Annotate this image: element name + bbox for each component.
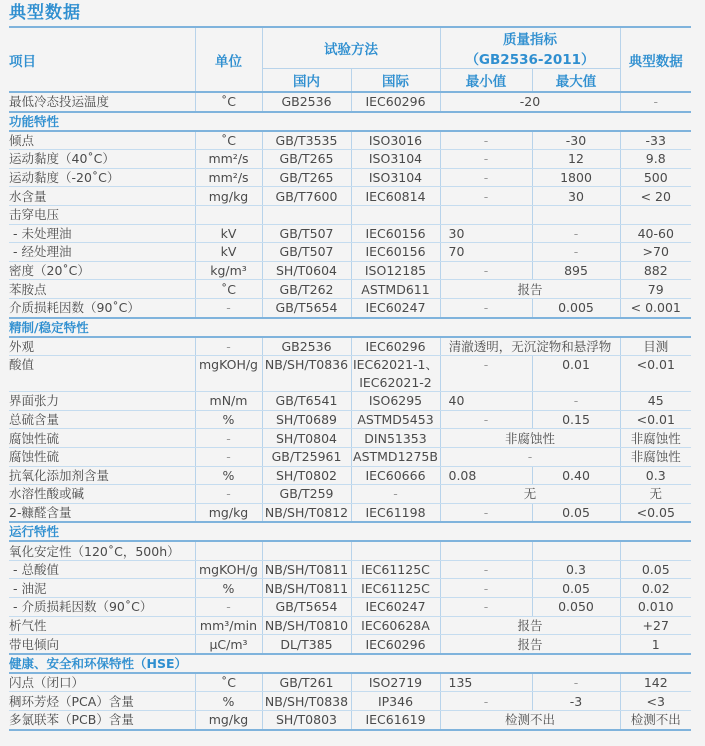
- table-row: [9, 168, 691, 187]
- cell-domestic: GB/T507: [262, 243, 351, 262]
- cell-typical: [620, 205, 691, 224]
- table-row: [9, 187, 691, 206]
- cell-intl: -: [351, 485, 440, 504]
- cell-typical: <0.01: [620, 356, 691, 392]
- cell-max: 0.05: [532, 579, 620, 598]
- cell-max: -: [532, 224, 620, 243]
- section-title: 运行特性: [9, 522, 691, 541]
- cell-minmax: 报告: [440, 635, 620, 654]
- cell-unit: mm³/min: [195, 616, 262, 635]
- cell-unit: ˚C: [195, 280, 262, 299]
- cell-max: 0.40: [532, 466, 620, 485]
- cell-max: 0.01: [532, 356, 620, 392]
- cell-typical: < 0.001: [620, 298, 691, 317]
- cell-item: 氧化安定性（120˚C，500h）: [9, 541, 195, 560]
- cell-item: 最低冷态投运温度: [9, 92, 195, 112]
- cell-item: 腐蚀性硫: [9, 429, 195, 448]
- quality-spec-line2: （GB2536-2011）: [465, 52, 595, 68]
- cell-typical: +27: [620, 616, 691, 635]
- cell-domestic: GB/T6541: [262, 392, 351, 411]
- cell-item: 抗氧化添加剂含量: [9, 466, 195, 485]
- table-row: [9, 598, 691, 617]
- cell-item: 稠环芳烃（PCA）含量: [9, 692, 195, 711]
- cell-item: - 经处理油: [9, 243, 195, 262]
- header-typical: 典型数据: [620, 27, 691, 92]
- cell-domestic: NB/SH/T0811: [262, 560, 351, 579]
- cell-domestic: SH/T0802: [262, 466, 351, 485]
- cell-min: -: [440, 410, 532, 429]
- cell-unit: -: [195, 485, 262, 504]
- table-row: [9, 261, 691, 280]
- cell-domestic: GB/T7600: [262, 187, 351, 206]
- cell-domestic: GB/T507: [262, 224, 351, 243]
- cell-min: -: [440, 261, 532, 280]
- section-header: [9, 318, 691, 337]
- table-row: [9, 92, 691, 112]
- cell-minmax: 非腐蚀性: [440, 429, 620, 448]
- cell-item: 苯胺点: [9, 280, 195, 299]
- cell-intl: IEC62021-1、IEC62021-2: [352, 357, 439, 390]
- cell-typical: <0.05: [620, 503, 691, 522]
- cell-minmax: 报告: [440, 616, 620, 635]
- cell-intl: IEC60156: [351, 243, 440, 262]
- cell-unit: μC/m³: [195, 635, 262, 654]
- table-row: [9, 429, 691, 448]
- cell-intl: IEC60247: [351, 598, 440, 617]
- table-row: [9, 150, 691, 169]
- cell-domestic: GB/T265: [262, 168, 351, 187]
- cell-item: 总硫含量: [9, 410, 195, 429]
- cell-typical: -: [620, 92, 691, 112]
- cell-max: 0.005: [532, 298, 620, 317]
- cell-domestic: GB/T5654: [262, 598, 351, 617]
- cell-intl: ASTMD611: [351, 280, 440, 299]
- cell-intl: ASTMD1275B: [351, 447, 440, 466]
- cell-item: 密度（20˚C）: [9, 261, 195, 280]
- cell-min: -: [440, 560, 532, 579]
- cell-intl: IEC60814: [351, 187, 440, 206]
- table-row: [9, 205, 691, 224]
- cell-typical: 0.05: [620, 560, 691, 579]
- cell-min: -: [440, 168, 532, 187]
- cell-item: 运动黏度（-20˚C）: [9, 168, 195, 187]
- cell-intl: IEC61125C: [351, 579, 440, 598]
- typical-data-table: [9, 26, 691, 731]
- cell-typical: 0.010: [620, 598, 691, 617]
- cell-max: [532, 205, 620, 224]
- cell-domestic: GB2536: [262, 92, 351, 112]
- cell-unit: -: [195, 598, 262, 617]
- cell-min: -: [440, 298, 532, 317]
- cell-typical: 非腐蚀性: [620, 447, 691, 466]
- cell-domestic: [262, 541, 351, 560]
- cell-intl: IEC60666: [351, 466, 440, 485]
- cell-max: 12: [532, 150, 620, 169]
- cell-minmax: 清澈透明，无沉淀物和悬浮物: [440, 337, 620, 356]
- cell-domestic: NB/SH/T0836: [262, 356, 351, 392]
- cell-unit: -: [195, 337, 262, 356]
- cell-max: 30: [532, 187, 620, 206]
- cell-typical: 非腐蚀性: [620, 429, 691, 448]
- table-row: [9, 466, 691, 485]
- cell-min: -: [440, 187, 532, 206]
- header-domestic: 国内: [262, 69, 351, 93]
- cell-unit: kV: [195, 243, 262, 262]
- cell-minmax: 报告: [440, 280, 620, 299]
- cell-min: 30: [440, 224, 532, 243]
- cell-max: 1800: [532, 168, 620, 187]
- cell-intl: IEC60296: [351, 92, 440, 112]
- cell-unit: [195, 205, 262, 224]
- cell-intl: ISO3104: [351, 150, 440, 169]
- cell-min: [440, 205, 532, 224]
- cell-max: 0.050: [532, 598, 620, 617]
- cell-max: 895: [532, 261, 620, 280]
- cell-unit: mgKOH/g: [195, 560, 262, 579]
- cell-intl: IP346: [351, 692, 440, 711]
- cell-unit: mg/kg: [195, 711, 262, 730]
- cell-unit: mm²/s: [195, 168, 262, 187]
- table-row: [9, 541, 691, 560]
- cell-typical: 0.3: [620, 466, 691, 485]
- cell-domestic: GB2536: [262, 337, 351, 356]
- cell-max: -: [532, 673, 620, 692]
- cell-typical: <0.01: [620, 410, 691, 429]
- cell-intl: ISO12185: [351, 261, 440, 280]
- header-item: 项目: [9, 27, 195, 92]
- cell-min: -: [440, 150, 532, 169]
- cell-unit: [195, 541, 262, 560]
- cell-item: 外观: [9, 337, 195, 356]
- table-row: [9, 485, 691, 504]
- cell-intl: IEC60156: [351, 224, 440, 243]
- cell-typical: 79: [620, 280, 691, 299]
- cell-intl: ISO3016: [351, 131, 440, 150]
- cell-domestic: GB/T25961: [262, 447, 351, 466]
- cell-minmax: 检测不出: [440, 711, 620, 730]
- cell-typical: 检测不出: [620, 711, 691, 730]
- cell-unit: mm²/s: [195, 150, 262, 169]
- table-row: [9, 356, 691, 392]
- cell-unit: mg/kg: [195, 503, 262, 522]
- typical-data-panel: [9, 0, 691, 731]
- cell-item: 倾点: [9, 131, 195, 150]
- table-row: [9, 280, 691, 299]
- table-row: [9, 298, 691, 317]
- cell-typical: 142: [620, 673, 691, 692]
- cell-domestic: GB/T259: [262, 485, 351, 504]
- cell-item: 闪点（闭口）: [9, 673, 195, 692]
- cell-min: -: [440, 131, 532, 150]
- cell-unit: %: [195, 692, 262, 711]
- quality-spec-line1: 质量指标: [503, 32, 557, 48]
- cell-item: 界面张力: [9, 392, 195, 411]
- cell-unit: %: [195, 410, 262, 429]
- cell-unit: mN/m: [195, 392, 262, 411]
- cell-min: 0.08: [440, 466, 532, 485]
- cell-intl: ISO3104: [351, 168, 440, 187]
- section-title: 健康、安全和环保特性（HSE）: [9, 654, 691, 673]
- table-row: [9, 243, 691, 262]
- cell-typical: [620, 541, 691, 560]
- cell-typical: < 20: [620, 187, 691, 206]
- cell-intl: ISO2719: [351, 673, 440, 692]
- cell-min: -: [440, 356, 532, 392]
- table-row: [9, 224, 691, 243]
- cell-domestic: SH/T0604: [262, 261, 351, 280]
- cell-domestic: DL/T385: [262, 635, 351, 654]
- cell-unit: -: [195, 447, 262, 466]
- cell-unit: ˚C: [195, 92, 262, 112]
- table-row: [9, 503, 691, 522]
- cell-item: - 未处理油: [9, 224, 195, 243]
- cell-unit: ˚C: [195, 673, 262, 692]
- cell-unit: -: [195, 429, 262, 448]
- table-row: [9, 635, 691, 654]
- cell-item: 带电倾向: [9, 635, 195, 654]
- cell-intl: [351, 541, 440, 560]
- header-unit: 单位: [195, 27, 262, 92]
- cell-min: -: [440, 579, 532, 598]
- table-row: [9, 131, 691, 150]
- cell-item: 2-糠醛含量: [9, 503, 195, 522]
- cell-domestic: NB/SH/T0812: [262, 503, 351, 522]
- cell-unit: -: [195, 298, 262, 317]
- cell-item: 击穿电压: [9, 205, 195, 224]
- table-row: [9, 337, 691, 356]
- cell-domestic: GB/T3535: [262, 131, 351, 150]
- cell-intl: IEC61198: [351, 503, 440, 522]
- cell-typical: 0.02: [620, 579, 691, 598]
- cell-item: 水溶性酸或碱: [9, 485, 195, 504]
- cell-domestic: GB/T262: [262, 280, 351, 299]
- cell-domestic: SH/T0803: [262, 711, 351, 730]
- cell-item: 运动黏度（40˚C）: [9, 150, 195, 169]
- cell-unit: mgKOH/g: [195, 356, 262, 392]
- section-header: [9, 522, 691, 541]
- cell-item: - 介质损耗因数（90˚C）: [9, 598, 195, 617]
- cell-intl: IEC60296: [351, 635, 440, 654]
- cell-domestic: NB/SH/T0810: [262, 616, 351, 635]
- cell-unit: ˚C: [195, 131, 262, 150]
- cell-intl: IEC60296: [351, 337, 440, 356]
- cell-item: 析气性: [9, 616, 195, 635]
- cell-item: 腐蚀性硫: [9, 447, 195, 466]
- cell-intl: IEC61619: [351, 711, 440, 730]
- page-title: 典型数据: [9, 3, 81, 23]
- table-row: [9, 410, 691, 429]
- cell-max: -3: [532, 692, 620, 711]
- cell-max: -: [532, 392, 620, 411]
- cell-item: 酸值: [9, 356, 195, 392]
- table-row: [9, 579, 691, 598]
- header-min: 最小值: [440, 69, 532, 93]
- cell-minmax: -: [440, 447, 620, 466]
- cell-min: -: [440, 692, 532, 711]
- cell-domestic: GB/T261: [262, 673, 351, 692]
- cell-domestic: SH/T0804: [262, 429, 351, 448]
- cell-item: - 总酸值: [9, 560, 195, 579]
- cell-typical: 500: [620, 168, 691, 187]
- cell-minmax: 无: [440, 485, 620, 504]
- cell-intl: IEC60628A: [351, 616, 440, 635]
- section-header: [9, 654, 691, 673]
- cell-min: -: [440, 503, 532, 522]
- cell-max: 0.15: [532, 410, 620, 429]
- cell-typical: <3: [620, 692, 691, 711]
- cell-unit: kV: [195, 224, 262, 243]
- cell-typical: 40-60: [620, 224, 691, 243]
- cell-item: 多氯联苯（PCB）含量: [9, 711, 195, 730]
- cell-typical: 无: [620, 485, 691, 504]
- cell-typical: 882: [620, 261, 691, 280]
- cell-typical: -33: [620, 131, 691, 150]
- cell-min: [440, 541, 532, 560]
- cell-intl: IEC60247: [351, 298, 440, 317]
- cell-typical: 目测: [620, 337, 691, 356]
- cell-unit: kg/m³: [195, 261, 262, 280]
- cell-unit: %: [195, 579, 262, 598]
- table-row: [9, 711, 691, 730]
- cell-domestic: [262, 205, 351, 224]
- cell-item: 水含量: [9, 187, 195, 206]
- cell-domestic: SH/T0689: [262, 410, 351, 429]
- cell-intl: DIN51353: [351, 429, 440, 448]
- header-row: [9, 27, 691, 69]
- cell-intl: IEC61125C: [351, 560, 440, 579]
- cell-typical: >70: [620, 243, 691, 262]
- table-row: [9, 447, 691, 466]
- table-row: [9, 673, 691, 692]
- cell-domestic: NB/SH/T0811: [262, 579, 351, 598]
- cell-max: 0.05: [532, 503, 620, 522]
- table-row: [9, 616, 691, 635]
- cell-domestic: GB/T265: [262, 150, 351, 169]
- cell-item: - 油泥: [9, 579, 195, 598]
- section-header: [9, 112, 691, 131]
- cell-domestic: GB/T5654: [262, 298, 351, 317]
- cell-minmax: -20: [440, 92, 620, 112]
- table-row: [9, 692, 691, 711]
- cell-intl: ISO6295: [351, 392, 440, 411]
- cell-intl: ASTMD5453: [351, 410, 440, 429]
- cell-intl: [351, 205, 440, 224]
- header-max: 最大值: [532, 69, 620, 93]
- cell-typical: 1: [620, 635, 691, 654]
- table-row: [9, 392, 691, 411]
- cell-max: -: [532, 243, 620, 262]
- cell-domestic: NB/SH/T0838: [262, 692, 351, 711]
- cell-min: 40: [440, 392, 532, 411]
- section-title: 精制/稳定特性: [9, 318, 691, 337]
- cell-item: 介质损耗因数（90˚C）: [9, 298, 195, 317]
- header-test-method: 试验方法: [262, 27, 440, 69]
- cell-unit: %: [195, 466, 262, 485]
- cell-unit: mg/kg: [195, 187, 262, 206]
- cell-max: [532, 541, 620, 560]
- cell-typical: 45: [620, 392, 691, 411]
- cell-min: 135: [440, 673, 532, 692]
- cell-max: -30: [532, 131, 620, 150]
- header-quality-spec: [440, 27, 620, 69]
- table-row: [9, 560, 691, 579]
- cell-max: 0.3: [532, 560, 620, 579]
- header-international: 国际: [351, 69, 440, 93]
- cell-min: 70: [440, 243, 532, 262]
- cell-min: -: [440, 598, 532, 617]
- section-title: 功能特性: [9, 112, 691, 131]
- cell-typical: 9.8: [620, 150, 691, 169]
